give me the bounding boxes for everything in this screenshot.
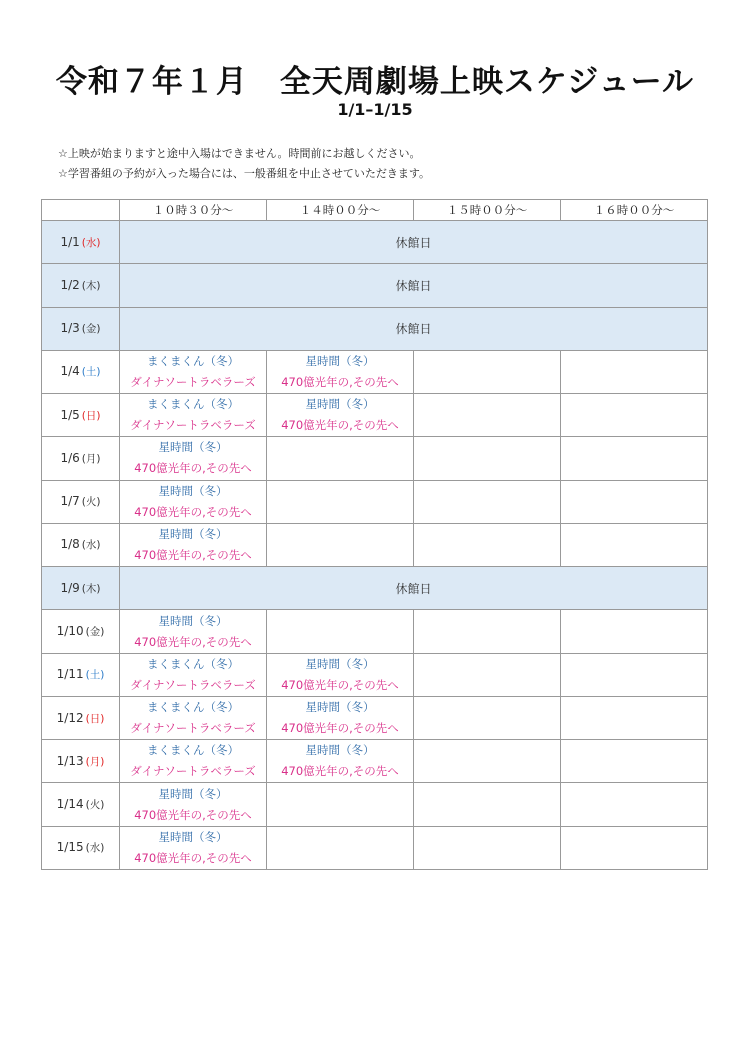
program-title: 星時間（冬） — [305, 700, 375, 715]
time-slot-cell — [414, 350, 561, 393]
time-slot-cell — [120, 696, 267, 739]
time-slot-cell — [267, 740, 414, 783]
date-number: 1/9 — [60, 580, 80, 595]
program-title: まくまくん（冬） — [147, 353, 239, 368]
table-row — [42, 221, 708, 264]
time-slot-cell — [414, 610, 561, 653]
table-row — [42, 350, 708, 393]
time-slot-cell — [267, 826, 414, 869]
date-cell — [42, 653, 120, 696]
program-title: 470億光年の,その先へ — [134, 461, 252, 476]
program-title: 470億光年の,その先へ — [281, 418, 399, 433]
time-slot-cell — [120, 740, 267, 783]
day-of-week-label: 土 — [85, 366, 97, 379]
program-title: 470億光年の,その先へ — [134, 807, 252, 822]
program-title: 470億光年の,その先へ — [281, 677, 399, 692]
day-of-week: (日) — [81, 409, 101, 422]
day-of-week: (火) — [85, 799, 105, 812]
program-title: ダイナソートラベラーズ — [130, 677, 256, 692]
time-slot-cell — [414, 696, 561, 739]
program-title: まくまくん（冬） — [147, 656, 239, 671]
time-slot-cell — [561, 610, 708, 653]
schedule-table — [41, 199, 708, 870]
date-cell — [42, 307, 120, 350]
program-title: ダイナソートラベラーズ — [130, 374, 256, 389]
time-slot-cell — [561, 437, 708, 480]
time-slot-cell — [120, 394, 267, 437]
table-row — [42, 394, 708, 437]
time-slot-cell — [120, 826, 267, 869]
time-slot-cell — [414, 653, 561, 696]
date-number: 1/11 — [56, 667, 84, 682]
day-of-week: (土) — [81, 366, 101, 379]
day-of-week: (木) — [81, 279, 101, 292]
time-slot-cell — [267, 653, 414, 696]
header-time-4: １６時００分～ — [561, 200, 708, 221]
day-of-week: (水) — [81, 539, 101, 552]
date-cell — [42, 437, 120, 480]
date-number: 1/13 — [56, 753, 84, 768]
day-of-week-label: 火 — [85, 496, 97, 509]
program-title: 470億光年の,その先へ — [134, 634, 252, 649]
date-cell — [42, 567, 120, 610]
date-cell — [42, 480, 120, 523]
program-title: 星時間（冬） — [158, 526, 228, 541]
program-title: 星時間（冬） — [158, 483, 228, 498]
date-number: 1/15 — [56, 840, 84, 855]
program-title: 470億光年の,その先へ — [134, 850, 252, 865]
date-range: 1/1–1/15 — [337, 100, 413, 119]
note-school-program: ☆学習番組の予約が入った場合には、一般番組を中止させていただきます。 — [58, 167, 430, 180]
program-title: 星時間（冬） — [305, 353, 375, 368]
time-slot-cell — [414, 740, 561, 783]
day-of-week-label: 月 — [85, 452, 97, 465]
program-title: 470億光年の,その先へ — [281, 721, 399, 736]
time-slot-cell — [561, 740, 708, 783]
day-of-week-label: 月 — [89, 755, 101, 768]
day-of-week: (日) — [85, 712, 105, 725]
date-cell — [42, 696, 120, 739]
date-number: 1/12 — [56, 710, 84, 725]
date-cell — [42, 826, 120, 869]
time-slot-cell — [120, 350, 267, 393]
page-title: 令和７年１月 全天周劇場上映スケジュール — [55, 64, 695, 100]
time-slot-cell — [414, 394, 561, 437]
table-row — [42, 653, 708, 696]
closed-day-cell: 休館日 — [120, 567, 708, 610]
time-slot-cell — [267, 783, 414, 826]
day-of-week: (月) — [81, 452, 101, 465]
table-row — [42, 740, 708, 783]
note-late-entry: ☆上映が始まりますと途中入場はできません。時間前にお越しください。 — [58, 147, 421, 160]
day-of-week: (金) — [81, 323, 101, 336]
day-of-week: (火) — [81, 496, 101, 509]
program-title: 470億光年の,その先へ — [281, 374, 399, 389]
day-of-week: (水) — [81, 236, 101, 249]
date-cell — [42, 264, 120, 307]
time-slot-cell — [267, 394, 414, 437]
date-cell — [42, 783, 120, 826]
day-of-week-label: 土 — [89, 669, 101, 682]
time-slot-cell — [561, 696, 708, 739]
time-slot-cell — [120, 610, 267, 653]
header-date-cell — [42, 200, 120, 221]
program-title: 星時間（冬） — [158, 613, 228, 628]
table-row — [42, 783, 708, 826]
date-number: 1/14 — [56, 797, 84, 812]
closed-day-cell: 休館日 — [120, 221, 708, 264]
date-cell — [42, 523, 120, 566]
table-row — [42, 696, 708, 739]
date-number: 1/5 — [60, 407, 80, 422]
date-cell — [42, 394, 120, 437]
time-slot-cell — [267, 523, 414, 566]
time-slot-cell — [561, 826, 708, 869]
time-slot-cell — [267, 610, 414, 653]
time-slot-cell — [561, 480, 708, 523]
program-title: まくまくん（冬） — [147, 397, 239, 412]
date-cell — [42, 350, 120, 393]
notes — [58, 144, 430, 184]
date-number: 1/2 — [60, 277, 80, 292]
date-number: 1/4 — [60, 364, 80, 379]
day-of-week: (木) — [81, 582, 101, 595]
time-slot-cell — [267, 480, 414, 523]
program-title: 星時間（冬） — [158, 786, 228, 801]
time-slot-cell — [414, 523, 561, 566]
program-title: ダイナソートラベラーズ — [130, 764, 256, 779]
day-of-week-label: 水 — [89, 842, 101, 855]
program-title: 470億光年の,その先へ — [134, 547, 252, 562]
day-of-week: (水) — [85, 842, 105, 855]
date-number: 1/7 — [60, 494, 80, 509]
program-title: ダイナソートラベラーズ — [130, 721, 256, 736]
time-slot-cell — [120, 523, 267, 566]
program-title: 星時間（冬） — [158, 440, 228, 455]
time-slot-cell — [561, 394, 708, 437]
table-row — [42, 610, 708, 653]
day-of-week: (月) — [85, 755, 105, 768]
date-cell — [42, 221, 120, 264]
date-cell — [42, 610, 120, 653]
day-of-week-label: 火 — [89, 799, 101, 812]
closed-day-cell: 休館日 — [120, 264, 708, 307]
time-slot-cell — [267, 350, 414, 393]
time-slot-cell — [414, 826, 561, 869]
program-title: 星時間（冬） — [305, 743, 375, 758]
time-slot-cell — [267, 696, 414, 739]
day-of-week-label: 木 — [85, 279, 97, 292]
time-slot-cell — [561, 653, 708, 696]
table-row — [42, 307, 708, 350]
program-title: 470億光年の,その先へ — [281, 764, 399, 779]
time-slot-cell — [120, 480, 267, 523]
program-title: 470億光年の,その先へ — [134, 504, 252, 519]
time-slot-cell — [414, 480, 561, 523]
day-of-week-label: 水 — [85, 539, 97, 552]
day-of-week-label: 日 — [89, 712, 101, 725]
header-row — [42, 200, 708, 221]
schedule-body — [42, 221, 708, 870]
day-of-week-label: 日 — [85, 409, 97, 422]
program-title: ダイナソートラベラーズ — [130, 418, 256, 433]
time-slot-cell — [267, 437, 414, 480]
date-number: 1/10 — [56, 624, 84, 639]
date-cell — [42, 740, 120, 783]
program-title: まくまくん（冬） — [147, 743, 239, 758]
day-of-week-label: 木 — [85, 582, 97, 595]
time-slot-cell — [120, 437, 267, 480]
time-slot-cell — [561, 350, 708, 393]
table-row — [42, 523, 708, 566]
table-row — [42, 480, 708, 523]
day-of-week: (土) — [85, 669, 105, 682]
day-of-week: (金) — [85, 626, 105, 639]
date-number: 1/3 — [60, 321, 80, 336]
program-title: 星時間（冬） — [305, 656, 375, 671]
table-row — [42, 264, 708, 307]
closed-day-cell: 休館日 — [120, 307, 708, 350]
header-time-1: １０時３０分～ — [120, 200, 267, 221]
date-number: 1/6 — [60, 450, 80, 465]
time-slot-cell — [561, 783, 708, 826]
program-title: 星時間（冬） — [158, 829, 228, 844]
table-row — [42, 437, 708, 480]
header-time-2: １４時００分～ — [267, 200, 414, 221]
time-slot-cell — [561, 523, 708, 566]
table-row — [42, 567, 708, 610]
header-time-3: １５時００分～ — [414, 200, 561, 221]
program-title: 星時間（冬） — [305, 397, 375, 412]
day-of-week-label: 金 — [85, 323, 97, 336]
date-number: 1/1 — [60, 234, 80, 249]
time-slot-cell — [414, 783, 561, 826]
time-slot-cell — [120, 653, 267, 696]
time-slot-cell — [120, 783, 267, 826]
day-of-week-label: 金 — [89, 626, 101, 639]
time-slot-cell — [414, 437, 561, 480]
program-title: まくまくん（冬） — [147, 700, 239, 715]
table-row — [42, 826, 708, 869]
day-of-week-label: 水 — [85, 236, 97, 249]
date-number: 1/8 — [60, 537, 80, 552]
